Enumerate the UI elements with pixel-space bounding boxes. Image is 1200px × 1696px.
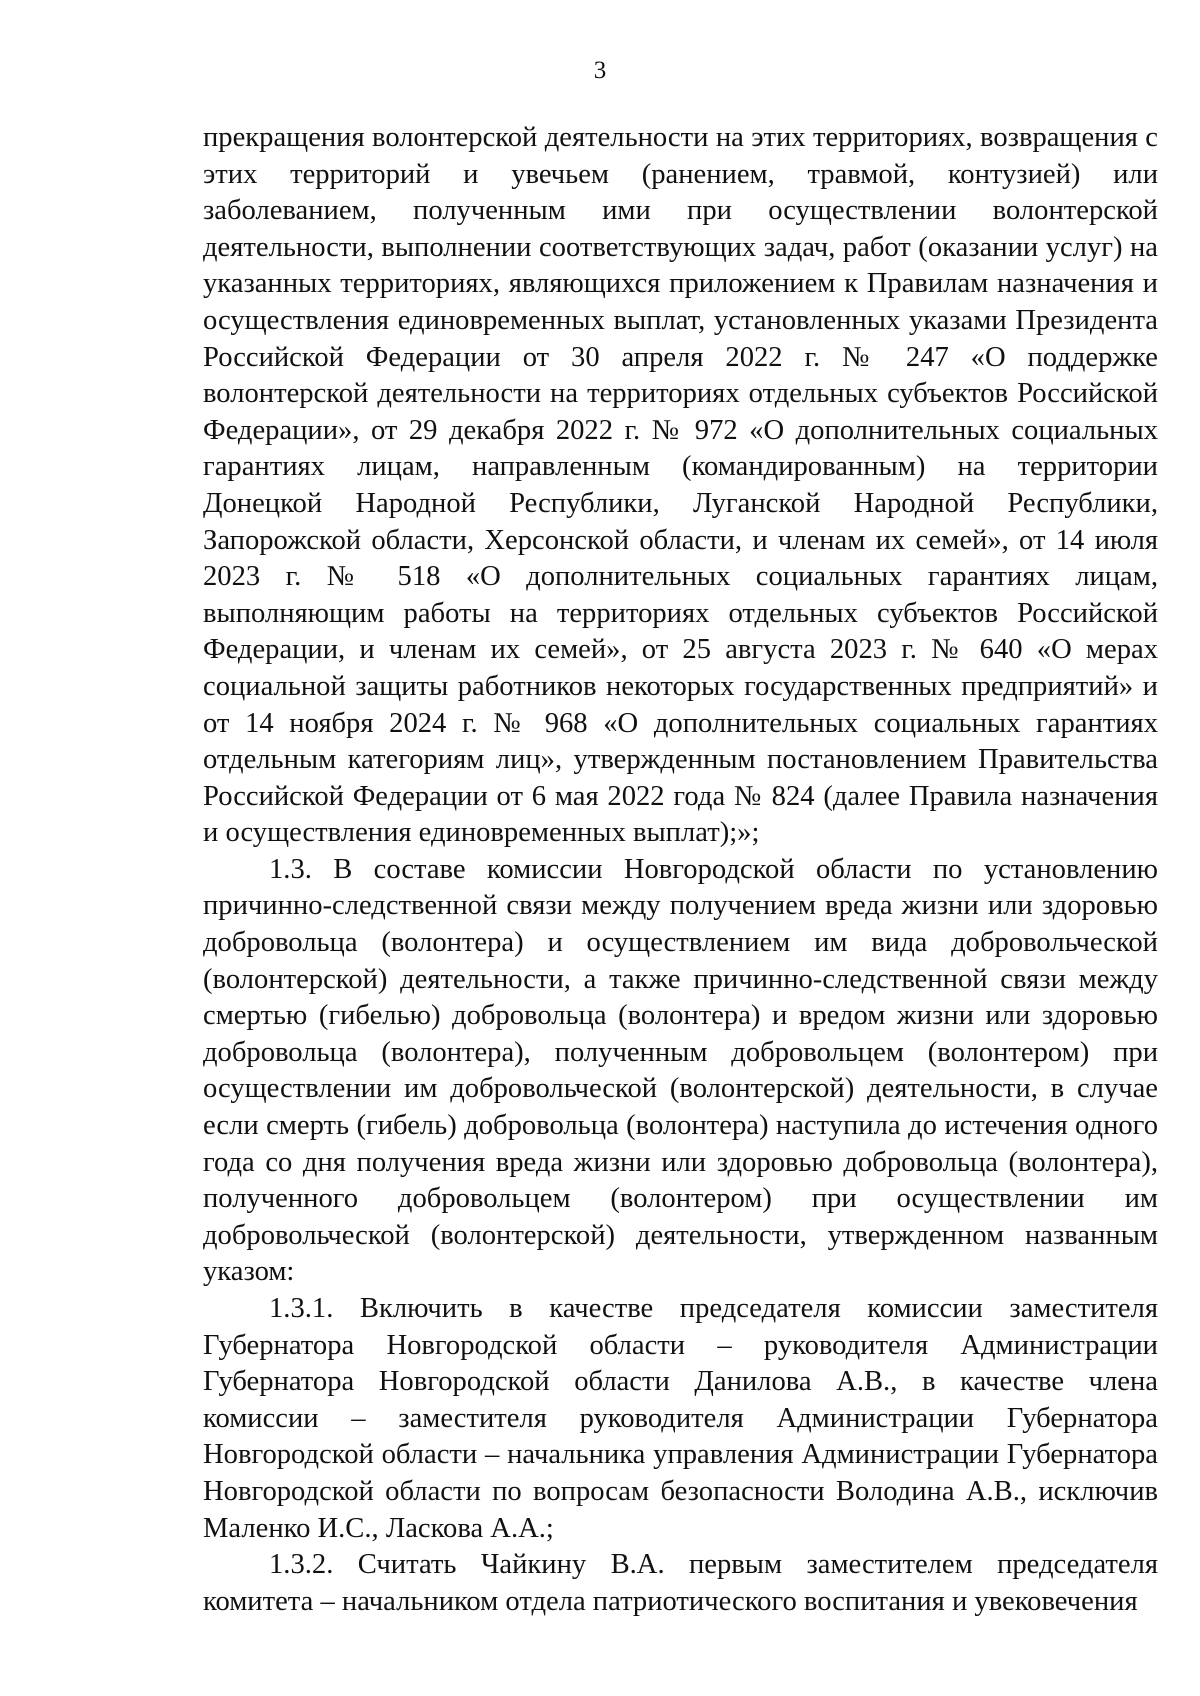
paragraph-1-3-1: 1.3.1. Включить в качестве председателя комиссии заместителя Губернатора Новгородской области – руководителя Администрации Губернатора Новгородской области Данилова А.В., в качестве члена комиссии – заместителя руководителя Администрации Губернатора Новгородской области – начальника управления Администрации Губернатора Новгородской области по вопросам безопасности Володина А.В., исключив Маленко И.С., Ласкова А.А.; [203, 1293, 1158, 1544]
paragraph-1-3-2: 1.3.2. Считать Чайкину В.А. первым заместителем председателя комитета – начальником отдела патриотического воспитания и увековечения [203, 1549, 1158, 1617]
paragraph-1-3: 1.3. В составе комиссии Новгородской области по установлению причинно-следственной связи между получением вреда жизни или здоровью добровольца (волонтера) и осуществлением им вида добровольческой (волонтерской) деятельности, а также причинно-следственной связи между смертью (гибелью) добровольца (волонтера) и вредом жизни или здоровью добровольца (волонтера), полученным добровольцем (волонтером) при осуществлении им добровольческой (волонтерской) деятельности, в случае если смерть (гибель) добровольца (волонтера) наступила до истечения одного года со дня получения вреда жизни или здоровью добровольца (волонтера), полученного добровольцем (волонтером) при осуществлении им добровольческой (волонтерской) деятельности, утвержденном названным указом: [203, 853, 1158, 1288]
paragraph-continuation: прекращения волонтерской деятельности на этих территориях, возвращения с этих территорий и увечьем (ранением, травмой, контузией) или заболеванием, полученным ими при осуществлении волонтерской деятельности, выполнении соответствующих задач, работ (оказании услуг) на указанных территориях, являющихся приложением к Правилам назначения и осуществления единовременных выплат, установленных указами Президента Российской Федерации от 30 апреля 2022 г. № 247 «О поддержке волонтерской деятельности на территориях отдельных субъектов Российской Федерации», от 29 декабря 2022 г. № 972 «О дополнительных социальных гарантиях лицам, направленным (командированным) на территории Донецкой Народной Республики, Луганской Народной Республики, Запорожской области, Херсонской области, и членам их семей», от 14 июля 2023 г. № 518 «О дополнительных социальных гарантиях лицам, выполняющим работы на территориях отдельных субъектов Российской Федерации, и членам их семей», от 25 августа 2023 г. № 640 «О мерах социальной защиты работников некоторых государственных предприятий» и от 14 ноября 2024 г. № 968 «О дополнительных социальных гарантиях отдельным категориям лиц», утвержденным постановлением Правительства Российской Федерации от 6 мая 2022 года № 824 (далее Правила назначения и осуществления единовременных выплат);»; [203, 122, 1158, 849]
document-body [203, 120, 1158, 1620]
page-number: 3 [593, 57, 607, 84]
